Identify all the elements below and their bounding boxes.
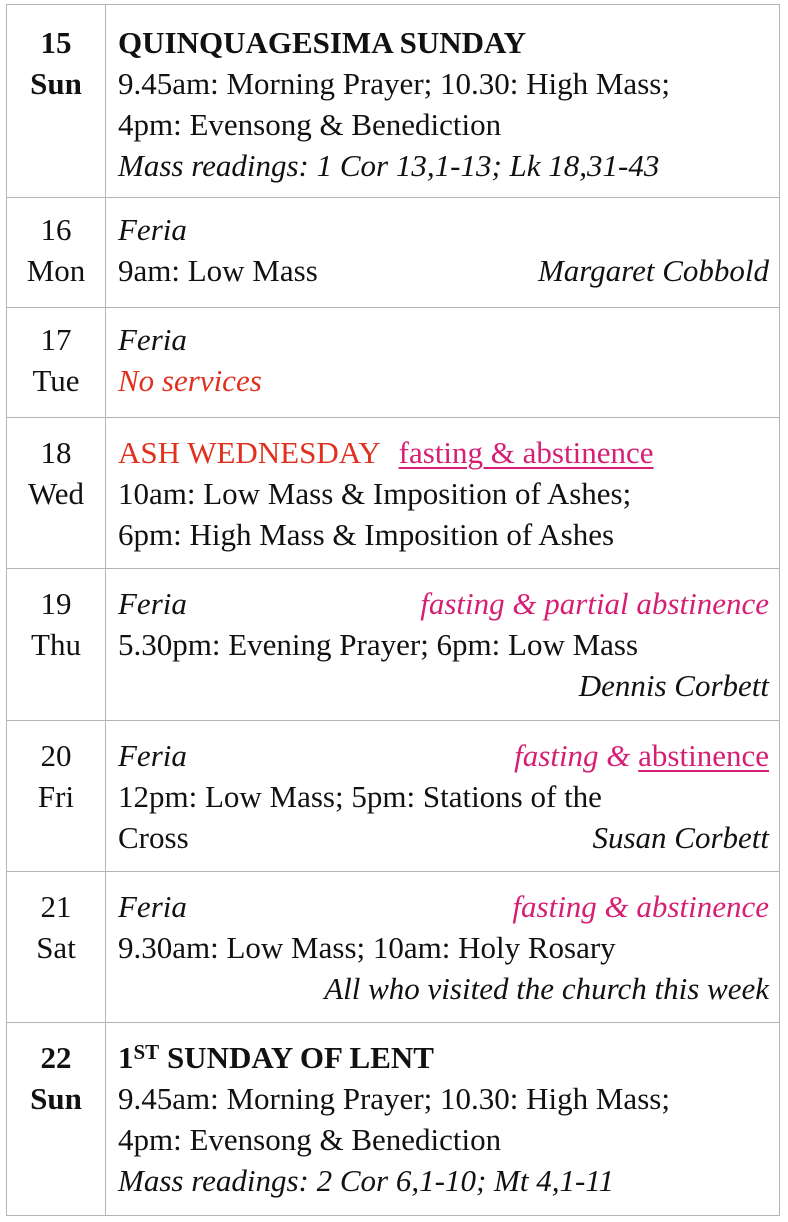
day-number: 21 [40, 889, 72, 924]
feast-title: Feria [118, 586, 187, 621]
ordinal-number: 1 [118, 1040, 134, 1075]
feast-title [118, 1037, 769, 1078]
day-cell [7, 721, 106, 872]
day-cell [7, 5, 106, 198]
day-cell [7, 1023, 106, 1216]
mass-readings: Mass readings: 2 Cor 6,1-10; Mt 4,1-11 [118, 1163, 614, 1198]
title-line [118, 886, 769, 927]
mass-readings: Mass readings: 1 Cor 13,1-13; Lk 18,31-43 [118, 148, 660, 183]
weekly-calendar-table [6, 4, 780, 1216]
title-line [118, 432, 769, 473]
fasting-note [514, 735, 769, 776]
feast-title: Feria [118, 889, 187, 924]
day-of-week: Sat [36, 930, 76, 965]
day-number: 22 [40, 1040, 72, 1075]
fasting-note: fasting & abstinence [398, 435, 654, 470]
day-details [106, 872, 780, 1023]
feast-title: Feria [118, 322, 187, 357]
day-of-week: Fri [37, 779, 75, 814]
day-number: 18 [40, 435, 72, 470]
day-row-18 [7, 418, 780, 569]
day-number: 15 [40, 25, 72, 60]
day-number: 19 [40, 586, 72, 621]
day-details [106, 418, 780, 569]
day-row-22 [7, 1023, 780, 1216]
day-of-week: Thu [31, 627, 81, 662]
feast-title: Feria [118, 212, 187, 247]
day-row-15 [7, 5, 780, 198]
service-times: 9.45am: Morning Prayer; 10.30: High Mass; [118, 1081, 670, 1116]
service-times: 4pm: Evensong & Benediction [118, 107, 502, 142]
service-line [118, 250, 769, 291]
abstinence-text: abstinence [638, 738, 769, 773]
day-details [106, 5, 780, 198]
feast-title: Feria [118, 738, 187, 773]
feast-title: ASH WEDNESDAY [118, 435, 381, 470]
fasting-note: fasting & partial abstinence [420, 586, 769, 621]
fasting-note: fasting & abstinence [512, 889, 769, 924]
no-services-note: No services [118, 363, 262, 398]
day-row-19 [7, 569, 780, 721]
feast-name: SUNDAY OF LENT [159, 1040, 434, 1075]
day-number: 20 [40, 738, 72, 773]
service-times: 5.30pm: Evening Prayer; 6pm: Low Mass [118, 627, 639, 662]
title-line [118, 735, 769, 776]
service-times: 9am: Low Mass [118, 253, 318, 288]
day-details [106, 569, 780, 721]
day-number: 16 [40, 212, 72, 247]
service-times: 9.30am: Low Mass; 10am: Holy Rosary [118, 930, 616, 965]
day-cell [7, 308, 106, 418]
service-times: 10am: Low Mass & Imposition of Ashes; [118, 476, 632, 511]
day-row-16 [7, 198, 780, 308]
fasting-text: fasting & [514, 738, 639, 773]
service-line [118, 817, 769, 858]
day-of-week: Mon [26, 253, 86, 288]
service-times: 12pm: Low Mass; 5pm: Stations of the [118, 779, 602, 814]
ordinal-suffix: ST [133, 1040, 160, 1064]
day-details [106, 198, 780, 308]
service-times: 6pm: High Mass & Imposition of Ashes [118, 517, 615, 552]
day-of-week: Tue [32, 363, 80, 398]
mass-intention: Dennis Corbett [578, 668, 769, 703]
service-times: 9.45am: Morning Prayer; 10.30: High Mass; [118, 66, 670, 101]
service-times: 4pm: Evensong & Benediction [118, 1122, 502, 1157]
service-times: Cross [118, 820, 189, 855]
day-cell [7, 569, 106, 721]
feast-title: QUINQUAGESIMA SUNDAY [118, 25, 526, 60]
day-of-week: Sun [30, 66, 82, 101]
day-number: 17 [40, 322, 72, 357]
day-details [106, 1023, 780, 1216]
day-details [106, 721, 780, 872]
mass-intention: Susan Corbett [592, 820, 769, 855]
title-line [118, 583, 769, 624]
day-of-week: Wed [27, 476, 85, 511]
day-row-20 [7, 721, 780, 872]
day-cell [7, 872, 106, 1023]
day-of-week: Sun [30, 1081, 82, 1116]
mass-intention: Margaret Cobbold [537, 253, 769, 288]
day-row-17 [7, 308, 780, 418]
mass-intention: All who visited the church this week [324, 971, 769, 1006]
day-row-21 [7, 872, 780, 1023]
day-cell [7, 198, 106, 308]
day-details [106, 308, 780, 418]
day-cell [7, 418, 106, 569]
